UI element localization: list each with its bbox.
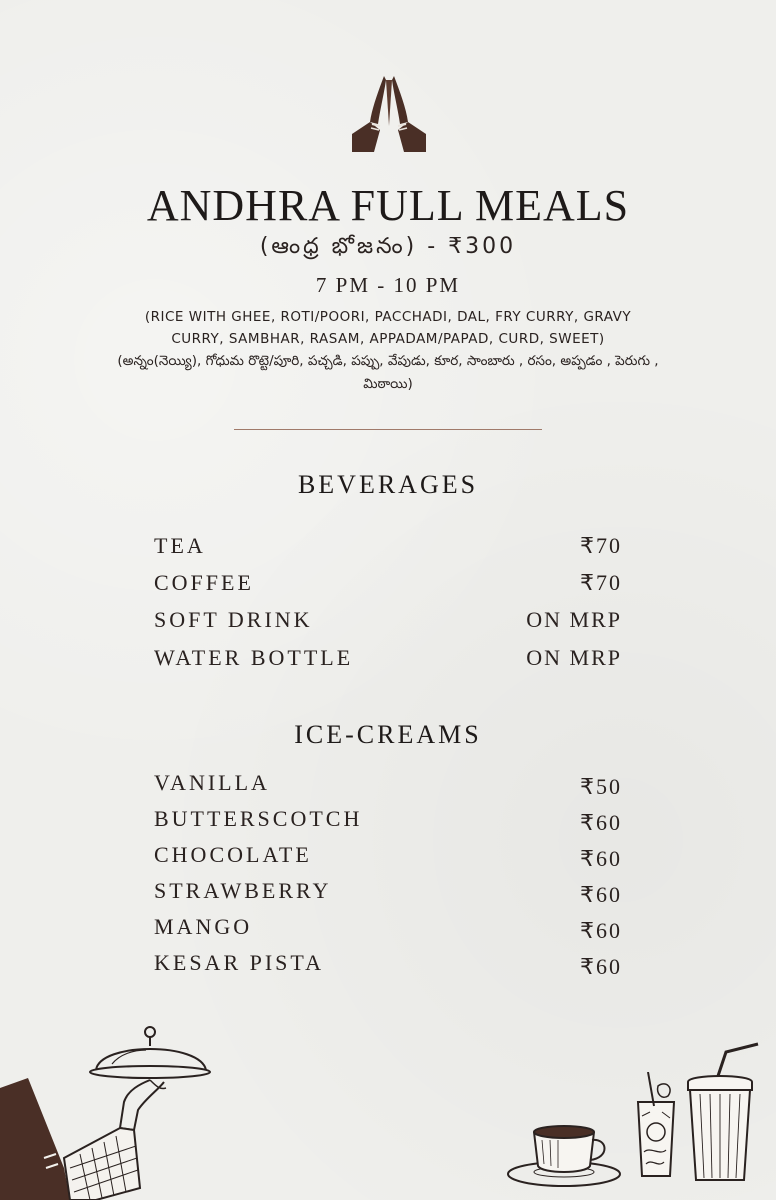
item-name: TEA <box>154 533 206 558</box>
beverages-heading: BEVERAGES <box>297 470 479 499</box>
menu-item-water-bottle <box>154 645 622 675</box>
meal-description-english: (RICE WITH GHEE, ROTI/POORI, PACCHADI, DAL, FRY CURRY, GRAVY CURRY, SAMBHAR, RASAM, APPADAM/PAPAD, CURD, SWEET) <box>144 309 632 347</box>
cocktail-glass-icon <box>632 1072 678 1182</box>
soda-cup-icon <box>682 1038 762 1184</box>
item-price: ₹60 <box>580 846 622 871</box>
coffee-cup-icon <box>504 1118 626 1190</box>
meal-description-telugu: (అన్నం(నెయ్యి), గోధుమ రొట్టె/పూరి, పచ్చడి, పప్పు, వేపుడు, కూర, సాంబారు , రసం, అప్పడం , పెరుగు , మిఠాయి) <box>117 353 659 392</box>
item-name: MANGO <box>154 914 253 939</box>
icecreams-heading: ICE-CREAMS <box>294 720 482 749</box>
item-name: CHOCOLATE <box>154 842 312 867</box>
item-price: ₹60 <box>580 918 622 943</box>
item-price: ON MRP <box>526 645 622 670</box>
item-price: ₹70 <box>580 570 622 595</box>
menu-item-kesar-pista <box>154 950 622 980</box>
item-price: ON MRP <box>526 607 622 632</box>
menu-item-chocolate <box>154 842 622 872</box>
item-name: COFFEE <box>154 570 254 595</box>
item-name: BUTTERSCOTCH <box>154 806 363 831</box>
item-price: ₹60 <box>580 810 622 835</box>
section-divider <box>234 429 542 430</box>
menu-item-tea <box>154 533 622 563</box>
menu-subtitle-price: (ఆంధ్ర భోజనం) - ₹300 <box>259 234 517 259</box>
menu-item-butterscotch <box>154 806 622 836</box>
menu-title: ANDHRA FULL MEALS <box>146 181 630 230</box>
item-price: ₹50 <box>580 774 622 799</box>
item-price: ₹60 <box>580 882 622 907</box>
item-name: KESAR PISTA <box>154 950 324 975</box>
menu-hours: 7 PM - 10 PM <box>315 273 461 297</box>
item-price: ₹70 <box>580 533 622 558</box>
menu-item-strawberry <box>154 878 622 908</box>
menu-item-mango <box>154 914 622 944</box>
item-name: STRAWBERRY <box>154 878 332 903</box>
menu-item-vanilla <box>154 770 622 800</box>
item-name: VANILLA <box>154 770 270 795</box>
menu-item-coffee <box>154 570 622 600</box>
item-name: WATER BOTTLE <box>154 645 354 670</box>
item-name: SOFT DRINK <box>154 607 313 632</box>
menu-item-soft-drink <box>154 607 622 637</box>
item-price: ₹60 <box>580 954 622 979</box>
waiter-serving-cloche-icon <box>0 1018 220 1200</box>
namaste-hands-icon <box>348 74 430 154</box>
